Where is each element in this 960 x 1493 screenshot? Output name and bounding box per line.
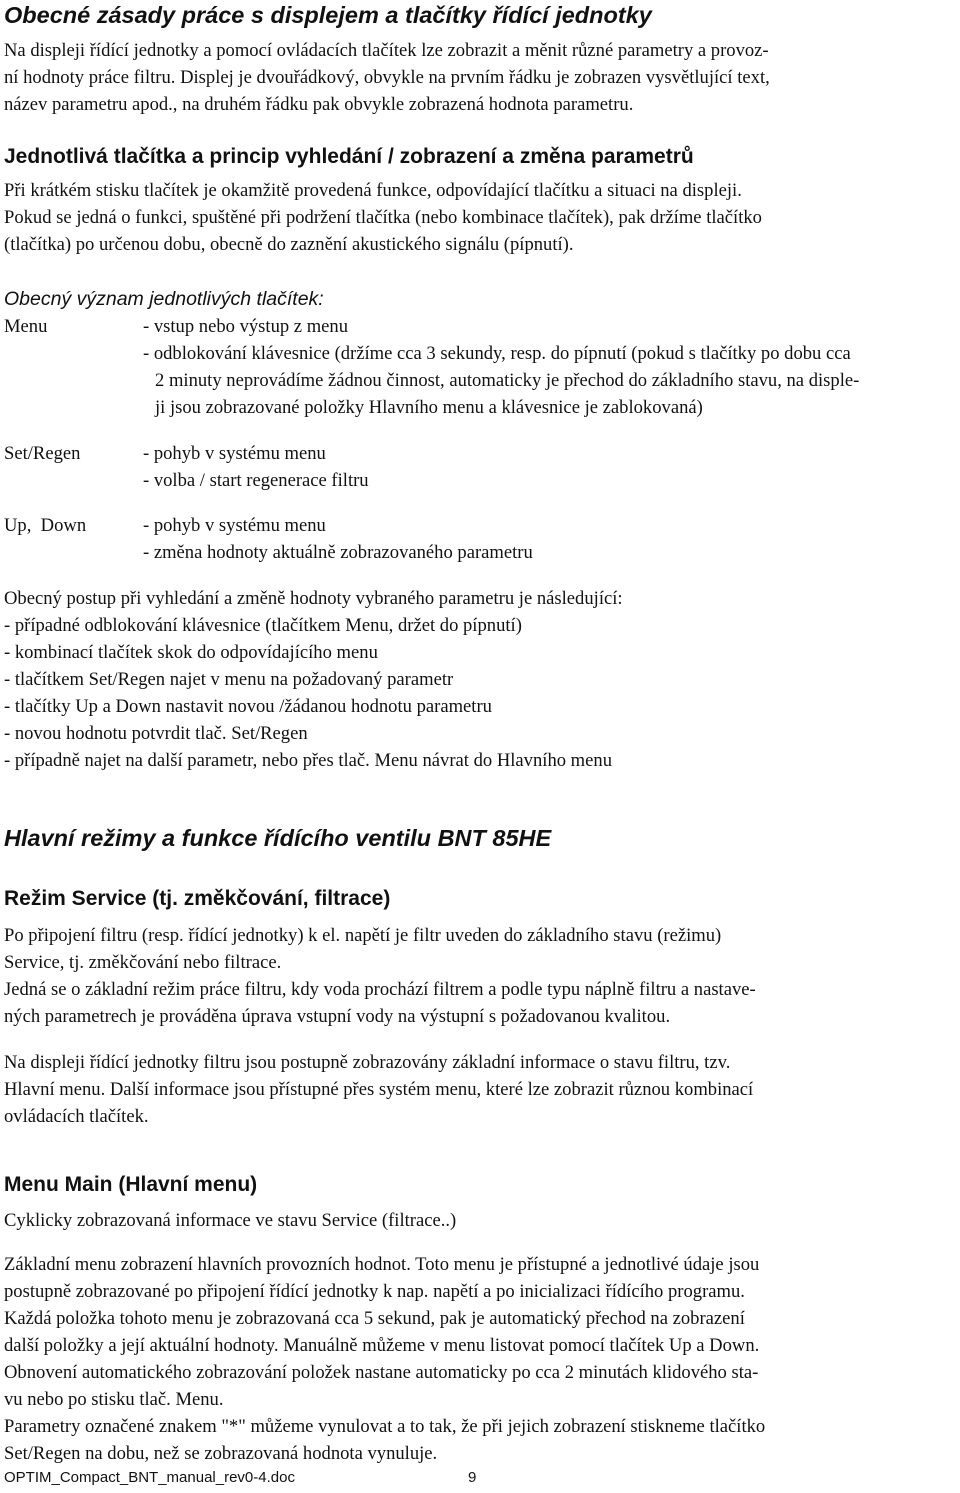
paragraph-line: Hlavní menu. Další informace jsou přístupné přes systém menu, které lze zobrazit různou kombinací: [4, 1079, 754, 1100]
menu-main-subtitle: Cyklicky zobrazovaná informace ve stavu Service (filtrace..): [4, 1210, 457, 1231]
paragraph-line: ovládacích tlačítek.: [4, 1106, 149, 1127]
paragraph-line: Každá položka tohoto menu je zobrazovaná cca 5 sekund, pak je automatický přechod na zobrazení: [4, 1308, 745, 1329]
procedure-step: - případné odblokování klávesnice (tlačítkem Menu, držet do pípnutí): [4, 615, 522, 636]
desc-updown: [143, 512, 958, 566]
intro-paragraph: [4, 37, 958, 118]
service-mode-title: Režim Service (tj. změkčování, filtrace): [4, 887, 391, 910]
intro-line: Na displeji řídící jednotky a pomocí ovládacích tlačítek lze zobrazit a měnit různé parametry a provoz-: [4, 40, 769, 61]
term-updown: Up, Down: [4, 515, 87, 536]
paragraph-line: Parametry označené znakem "*" můžeme vynulovat a to tak, že při jejich zobrazení stiskneme tlačítko: [4, 1416, 766, 1437]
section-title-display-basics: Obecné zásady práce s displejem a tlačítky řídící jednotky: [4, 2, 652, 28]
procedure-step: - případně najet na další parametr, nebo přes tlač. Menu návrat do Hlavního menu: [4, 750, 612, 771]
paragraph-line: Základní menu zobrazení hlavních provozních hodnot. Toto menu je přístupné a jednotlivé údaje jsou: [4, 1254, 760, 1275]
intro-line: název parametru apod., na druhém řádku pak obvykle zobrazená hodnota parametru.: [4, 94, 634, 115]
paragraph-line: další položky a její aktuální hodnoty. Manuálně můžeme v menu listovat pomocí tlačítek Up a Down.: [4, 1335, 760, 1356]
desc-line: - volba / start regenerace filtru: [143, 470, 369, 491]
desc-setregen: [143, 440, 958, 494]
paragraph-line: Na displeji řídící jednotky filtru jsou postupně zobrazovány základní informace o stavu filtru, tzv.: [4, 1052, 731, 1073]
desc-line: - změna hodnoty aktuálně zobrazovaného parametru: [143, 542, 533, 563]
desc-menu: [143, 313, 958, 421]
procedure-step: - tlačítky Up a Down nastavit novou /žádanou hodnotu parametru: [4, 696, 492, 717]
service-paragraph-2: [4, 1049, 958, 1130]
term-menu: Menu: [4, 316, 48, 337]
procedure-step: - novou hodnotu potvrdit tlač. Set/Regen: [4, 723, 308, 744]
intro-line: ní hodnoty práce filtru. Displej je dvouřádkový, obvykle na prvním řádku je zobrazen vysvětlující text,: [4, 67, 770, 88]
footer-filename: OPTIM_Compact_BNT_manual_rev0-4.doc: [4, 1469, 295, 1486]
menu-main-paragraph: [4, 1251, 958, 1467]
paragraph-line: (tlačítka) po určenou dobu, obecně do zaznění akustického signálu (pípnutí).: [4, 234, 574, 255]
paragraph-line: postupně zobrazované po připojení řídící jednotky k nap. napětí a po inicializaci řídícího programu.: [4, 1281, 745, 1302]
menu-main-title: Menu Main (Hlavní menu): [4, 1173, 258, 1196]
service-paragraph-1: [4, 922, 958, 1030]
procedure-intro: Obecný postup při vyhledání a změně hodnoty vybraného parametru je následující:: [4, 588, 623, 609]
desc-line: - pohyb v systému menu: [143, 515, 326, 536]
procedure-step: - tlačítkem Set/Regen najet v menu na požadovaný parametr: [4, 669, 454, 690]
paragraph-line: Při krátkém stisku tlačítek je okamžitě provedená funkce, odpovídající tlačítku a situaci na displeji.: [4, 180, 742, 201]
page-number: 9: [468, 1469, 477, 1486]
term-setregen: Set/Regen: [4, 443, 81, 464]
paragraph-line: Service, tj. změkčování nebo filtrace.: [4, 952, 282, 973]
paragraph-line: Obnovení automatického zobrazování položek nastane automaticky po cca 2 minutách klidového sta-: [4, 1362, 759, 1383]
desc-line: 2 minuty neprovádíme žádnou činnost, automaticky je přechod do základního stavu, na disple-: [155, 370, 860, 391]
paragraph-line: Pokud se jedná o funkci, spuštěné při podržení tlačítka (nebo kombinace tlačítek), pak držíme tlačítko: [4, 207, 762, 228]
paragraph-line: Po připojení filtru (resp. řídící jednotky) k el. napětí je filtr uveden do základního stavu (režimu): [4, 925, 722, 946]
buttons-meaning-title: Obecný význam jednotlivých tlačítek:: [4, 288, 324, 310]
procedure-step: - kombinací tlačítek skok do odpovídajícího menu: [4, 642, 378, 663]
procedure-list: [4, 585, 958, 774]
paragraph-line: Set/Regen na dobu, než se zobrazovaná hodnota vynuluje.: [4, 1443, 438, 1464]
paragraph-line: ných parametrech je prováděna úprava vstupní vody na výstupní s požadovanou kvalitou.: [4, 1006, 671, 1027]
paragraph-line: vu nebo po stisku tlač. Menu.: [4, 1389, 224, 1410]
paragraph-line: Jedná se o základní režim práce filtru, kdy voda prochází filtrem a podle typu náplně filtru a nastave-: [4, 979, 756, 1000]
buttons-principle-paragraph: [4, 177, 958, 258]
section-title-buttons-principle: Jednotlivá tlačítka a princip vyhledání / zobrazení a změna parametrů: [4, 145, 694, 168]
desc-line: - vstup nebo výstup z menu: [143, 316, 349, 337]
section-title-main-modes: Hlavní režimy a funkce řídícího ventilu BNT 85HE: [4, 825, 552, 851]
desc-line: - odblokování klávesnice (držíme cca 3 sekundy, resp. do pípnutí (pokud s tlačítky po dobu cca: [143, 343, 851, 364]
desc-line: - pohyb v systému menu: [143, 443, 326, 464]
desc-line: ji jsou zobrazované položky Hlavního menu a klávesnice je zablokovaná): [155, 397, 703, 418]
